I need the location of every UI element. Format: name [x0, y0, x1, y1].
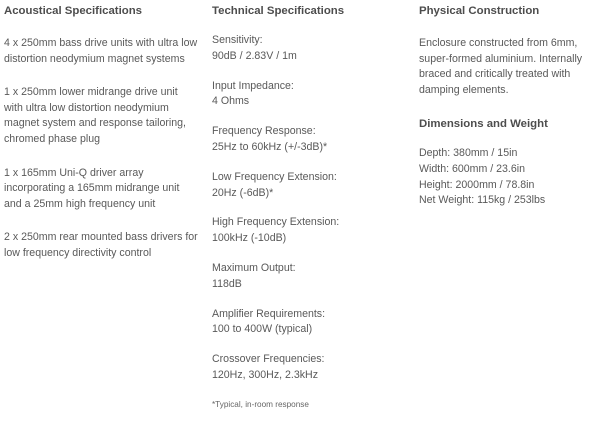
spec-input-impedance — [212, 79, 402, 111]
acoustical-specifications-column — [4, 0, 199, 262]
spec-value: 25Hz to 60kHz (+/-3dB)* — [212, 140, 328, 153]
spec-label: Crossover Frequencies: — [212, 353, 325, 366]
technical-specifications-column — [212, 0, 402, 411]
physical-construction-paragraph: Enclosure constructed from 6mm, super-formed aluminium. Internally braced and critically treated with damping elements. — [419, 37, 583, 96]
spec-sensitivity — [212, 33, 402, 65]
spec-value: 4 Ohms — [212, 95, 250, 108]
dimension-net-weight: Net Weight: 115kg / 253lbs — [419, 194, 546, 207]
acoustical-spec-paragraph: 2 x 250mm rear mounted bass drivers for low frequency directivity control — [4, 231, 198, 259]
acoustical-spec-paragraph: 4 x 250mm bass drive units with ultra low distortion neodymium magnet systems — [4, 37, 198, 65]
spec-label: Frequency Response: — [212, 125, 316, 138]
spec-frequency-response — [212, 124, 402, 156]
dimension-depth: Depth: 380mm / 15in — [419, 147, 518, 160]
spec-amplifier-requirements — [212, 307, 402, 339]
spec-maximum-output — [212, 261, 402, 293]
spec-low-frequency-extension — [212, 170, 402, 202]
spec-value: 118dB — [212, 277, 242, 290]
spec-label: Low Frequency Extension: — [212, 170, 337, 183]
spec-value: 100 to 400W (typical) — [212, 323, 313, 336]
spec-value: 120Hz, 300Hz, 2.3kHz — [212, 368, 318, 381]
physical-construction-heading: Physical Construction — [419, 5, 540, 17]
physical-construction-column — [419, 0, 597, 209]
acoustical-spec-paragraph: 1 x 250mm lower midrange drive unit with ultra low distortion neodymium magnet system and response tailoring, chromed phase plug — [4, 86, 186, 145]
spec-value: 100kHz (-10dB) — [212, 232, 287, 245]
spec-crossover-frequencies — [212, 352, 402, 384]
spec-label: High Frequency Extension: — [212, 216, 340, 229]
dimension-width: Width: 600mm / 23.6in — [419, 162, 525, 175]
spec-label: Maximum Output: — [212, 261, 296, 274]
spec-value: 90dB / 2.83V / 1m — [212, 49, 297, 62]
dimensions-and-weight-heading: Dimensions and Weight — [419, 118, 548, 131]
dimensions-list — [419, 146, 597, 208]
typical-response-footnote: *Typical, in-room response — [212, 399, 309, 409]
spec-label: Sensitivity: — [212, 34, 263, 46]
spec-value: 20Hz (-6dB)* — [212, 186, 274, 199]
acoustical-specifications-heading: Acoustical Specifications — [4, 5, 142, 17]
spec-high-frequency-extension — [212, 215, 402, 247]
spec-label: Input Impedance: — [212, 79, 294, 92]
technical-specifications-heading: Technical Specifications — [212, 5, 345, 17]
spec-label: Amplifier Requirements: — [212, 307, 326, 320]
acoustical-spec-paragraph: 1 x 165mm Uni-Q driver array incorporating a 165mm midrange unit and a 25mm high frequency unit — [4, 166, 180, 210]
dimension-height: Height: 2000mm / 78.8in — [419, 178, 535, 191]
